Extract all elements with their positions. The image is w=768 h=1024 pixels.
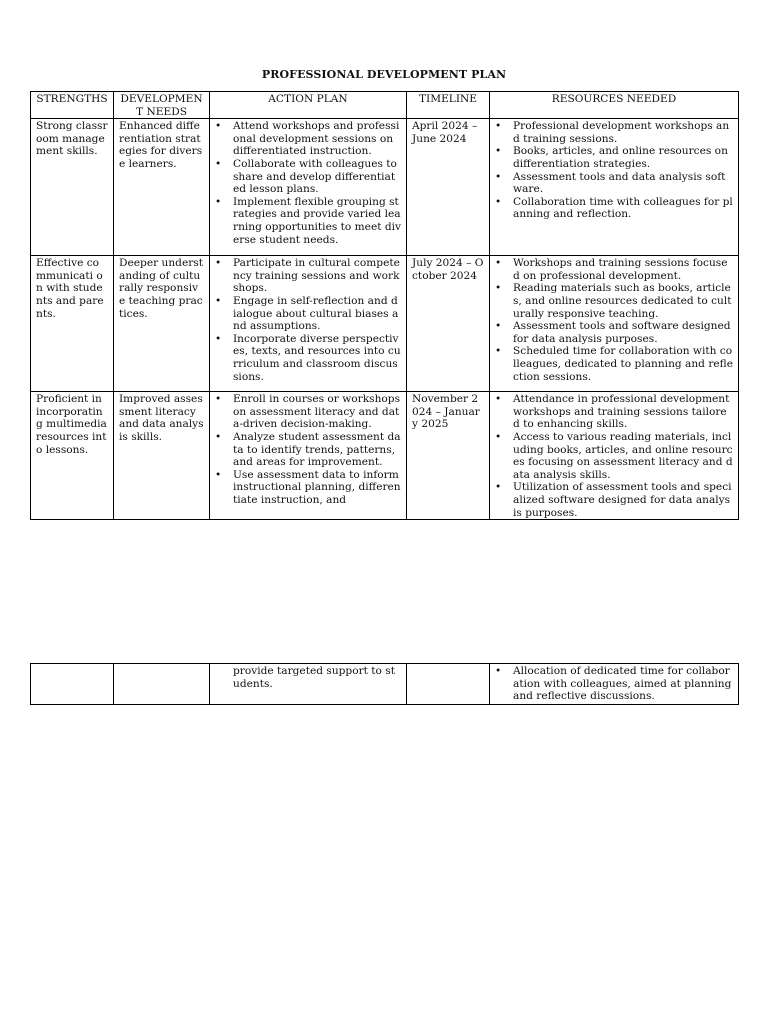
table-row xyxy=(31,119,739,256)
resource-item: • Workshops and training sessions focused on professional development. xyxy=(495,257,733,282)
resource-item: • Utilization of assessment tools and specialized software designed for data analysis purposes. xyxy=(495,481,733,519)
action-cell xyxy=(210,392,407,520)
need-cell: Deeper understanding of culturally responsive teaching practices. xyxy=(114,256,210,392)
header-resources-needed: RESOURCES NEEDED xyxy=(490,92,739,119)
action-item: • Analyze student assessment data to identify trends, patterns, and areas for improvement. xyxy=(215,431,401,469)
need-cell: Enhanced differentiation strategies for diverse learners. xyxy=(114,119,210,256)
header-timeline: TIMELINE xyxy=(407,92,490,119)
resources-cell xyxy=(490,119,739,256)
table-row xyxy=(31,664,739,705)
resource-item: • Attendance in professional development workshops and training sessions tailored to enhancing skills. xyxy=(495,393,733,431)
table-row xyxy=(31,256,739,392)
action-item: • Attend workshops and professional development sessions on differentiated instruction. xyxy=(215,120,401,158)
resource-item: • Collaboration time with colleagues for planning and reflection. xyxy=(495,196,733,221)
action-continuation: provide targeted support to students. xyxy=(233,665,395,690)
action-cell xyxy=(210,664,407,705)
resources-cell xyxy=(490,256,739,392)
strength-cell: Effective communicati on with students and parents. xyxy=(31,256,114,392)
timeline-cell: November 2024 – January 2025 xyxy=(407,392,490,520)
header-row xyxy=(31,92,739,119)
timeline-cell: April 2024 – June 2024 xyxy=(407,119,490,256)
header-action-plan: ACTION PLAN xyxy=(210,92,407,119)
header-strengths: STRENGTHS xyxy=(31,92,114,119)
action-item: • Participate in cultural competency training sessions and workshops. xyxy=(215,257,401,295)
action-item: • Enroll in courses or workshops on assessment literacy and data-driven decision-making. xyxy=(215,393,401,431)
resource-item: • Assessment tools and data analysis software. xyxy=(495,171,733,196)
action-cell xyxy=(210,256,407,392)
development-plan-table xyxy=(30,91,739,520)
need-cell xyxy=(114,664,210,705)
action-item: • Use assessment data to inform instructional planning, differentiate instruction, and xyxy=(215,469,401,507)
action-item: • Collaborate with colleagues to share and develop differentiated lesson plans. xyxy=(215,158,401,196)
action-item: • Engage in self-reflection and dialogue about cultural biases and assumptions. xyxy=(215,295,401,333)
resource-item: • Scheduled time for collaboration with colleagues, dedicated to planning and reflection sessions. xyxy=(495,345,733,383)
timeline-cell: July 2024 – October 2024 xyxy=(407,256,490,392)
need-cell: Improved assessment literacy and data analysis skills. xyxy=(114,392,210,520)
resources-cell xyxy=(490,664,739,705)
action-item: • Implement flexible grouping strategies and provide varied learning opportunities to meet diverse student needs. xyxy=(215,196,401,246)
resources-cell xyxy=(490,392,739,520)
strength-cell xyxy=(31,664,114,705)
action-cell xyxy=(210,119,407,256)
resource-item: • Reading materials such as books, articles, and online resources dedicated to culturally responsive teaching. xyxy=(495,282,733,320)
resource-item: • Assessment tools and software designed for data analysis purposes. xyxy=(495,320,733,345)
resource-item: • Access to various reading materials, including books, articles, and online resources focusing on assessment literacy and data analysis skills. xyxy=(495,431,733,481)
strength-cell: Strong classroom management skills. xyxy=(31,119,114,256)
action-item: • Incorporate diverse perspectives, texts, and resources into curriculum and classroom discussions. xyxy=(215,333,401,383)
resource-item: • Allocation of dedicated time for collaboration with colleagues, aimed at planning and reflective discussions. xyxy=(495,665,733,703)
timeline-cell xyxy=(407,664,490,705)
page-title: PROFESSIONAL DEVELOPMENT PLAN xyxy=(261,68,507,81)
table-row xyxy=(31,392,739,520)
resource-item: • Professional development workshops and training sessions. xyxy=(495,120,733,145)
development-plan-table-continued xyxy=(30,663,739,705)
resource-item: • Books, articles, and online resources on differentiation strategies. xyxy=(495,145,733,170)
header-development-needs: DEVELOPMEN T NEEDS xyxy=(114,92,210,119)
strength-cell: Proficient in incorporatin g multimedia resources into lessons. xyxy=(31,392,114,520)
